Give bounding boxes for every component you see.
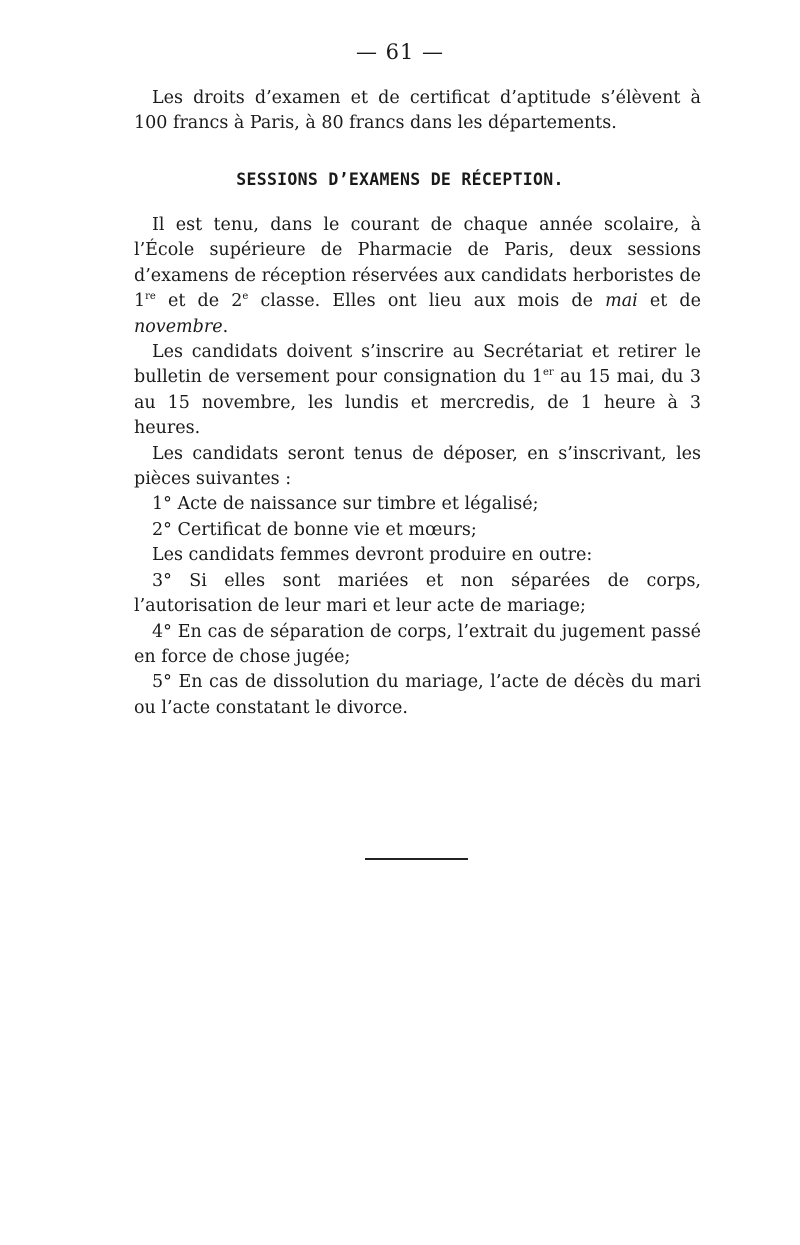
documents-paragraph: Les candidats seront tenus de déposer, en s’inscrivant, les pièces suivantes : (134, 443, 701, 490)
sessions-paragraph (134, 213, 701, 340)
list-item: 2° Certificat de bonne vie et mœurs; (152, 519, 477, 540)
sessions-text-3: classe. Elles ont lieu aux mois de (248, 291, 606, 312)
ordinal-superscript: e (242, 291, 249, 303)
month-may: mai (605, 291, 638, 312)
registration-text-2: au 15 mai, du 3 au 15 novembre, les lundis et mercredis, de 1 heure à 3 heures. (134, 367, 701, 439)
sessions-text-1: Il est tenu, dans le courant de chaque année scolaire, à l’École supérieure de Pharmacie de Paris, deux sessions d’examens de réception réservées aux candidats herboristes de 1 (134, 215, 701, 312)
ordinal-superscript: re (145, 291, 156, 303)
women-paragraph: Les candidats femmes devront produire en outre: (152, 545, 593, 566)
registration-paragraph (134, 340, 701, 442)
list-item: 4° En cas de séparation de corps, l’extrait du jugement passé en force de chose jugée; (134, 621, 701, 667)
month-november: novembre (134, 316, 223, 337)
page-number: — 61 — (355, 40, 445, 64)
end-rule (365, 858, 468, 860)
intro-block (134, 86, 701, 137)
fees-paragraph: Les droits d’examen et de certificat d’aptitude s’élèvent à 100 francs à Paris, à 80 francs dans les départements. (134, 88, 701, 134)
sessions-text-5: . (222, 316, 229, 337)
sessions-text-4: et de (637, 291, 701, 312)
section-heading: SESSIONS D’EXAMENS DE RÉCEPTION. (236, 170, 564, 189)
registration-text-1: Les candidats doivent s’inscrire au Secrétariat et retirer le bulletin de versement pour consignation du 1 (134, 342, 701, 388)
list-item: 1° Acte de naissance sur timbre et légalisé; (152, 494, 539, 515)
list-item: 3° Si elles sont mariées et non séparées de corps, l’autorisation de leur mari et leur acte de mariage; (134, 570, 701, 617)
section-body (134, 213, 701, 721)
list-item: 5° En cas de dissolution du mariage, l’acte de décès du mari ou l’acte constatant le divorce. (134, 672, 701, 718)
ordinal-superscript: er (543, 367, 554, 379)
sessions-text-2: et de 2 (155, 291, 243, 312)
